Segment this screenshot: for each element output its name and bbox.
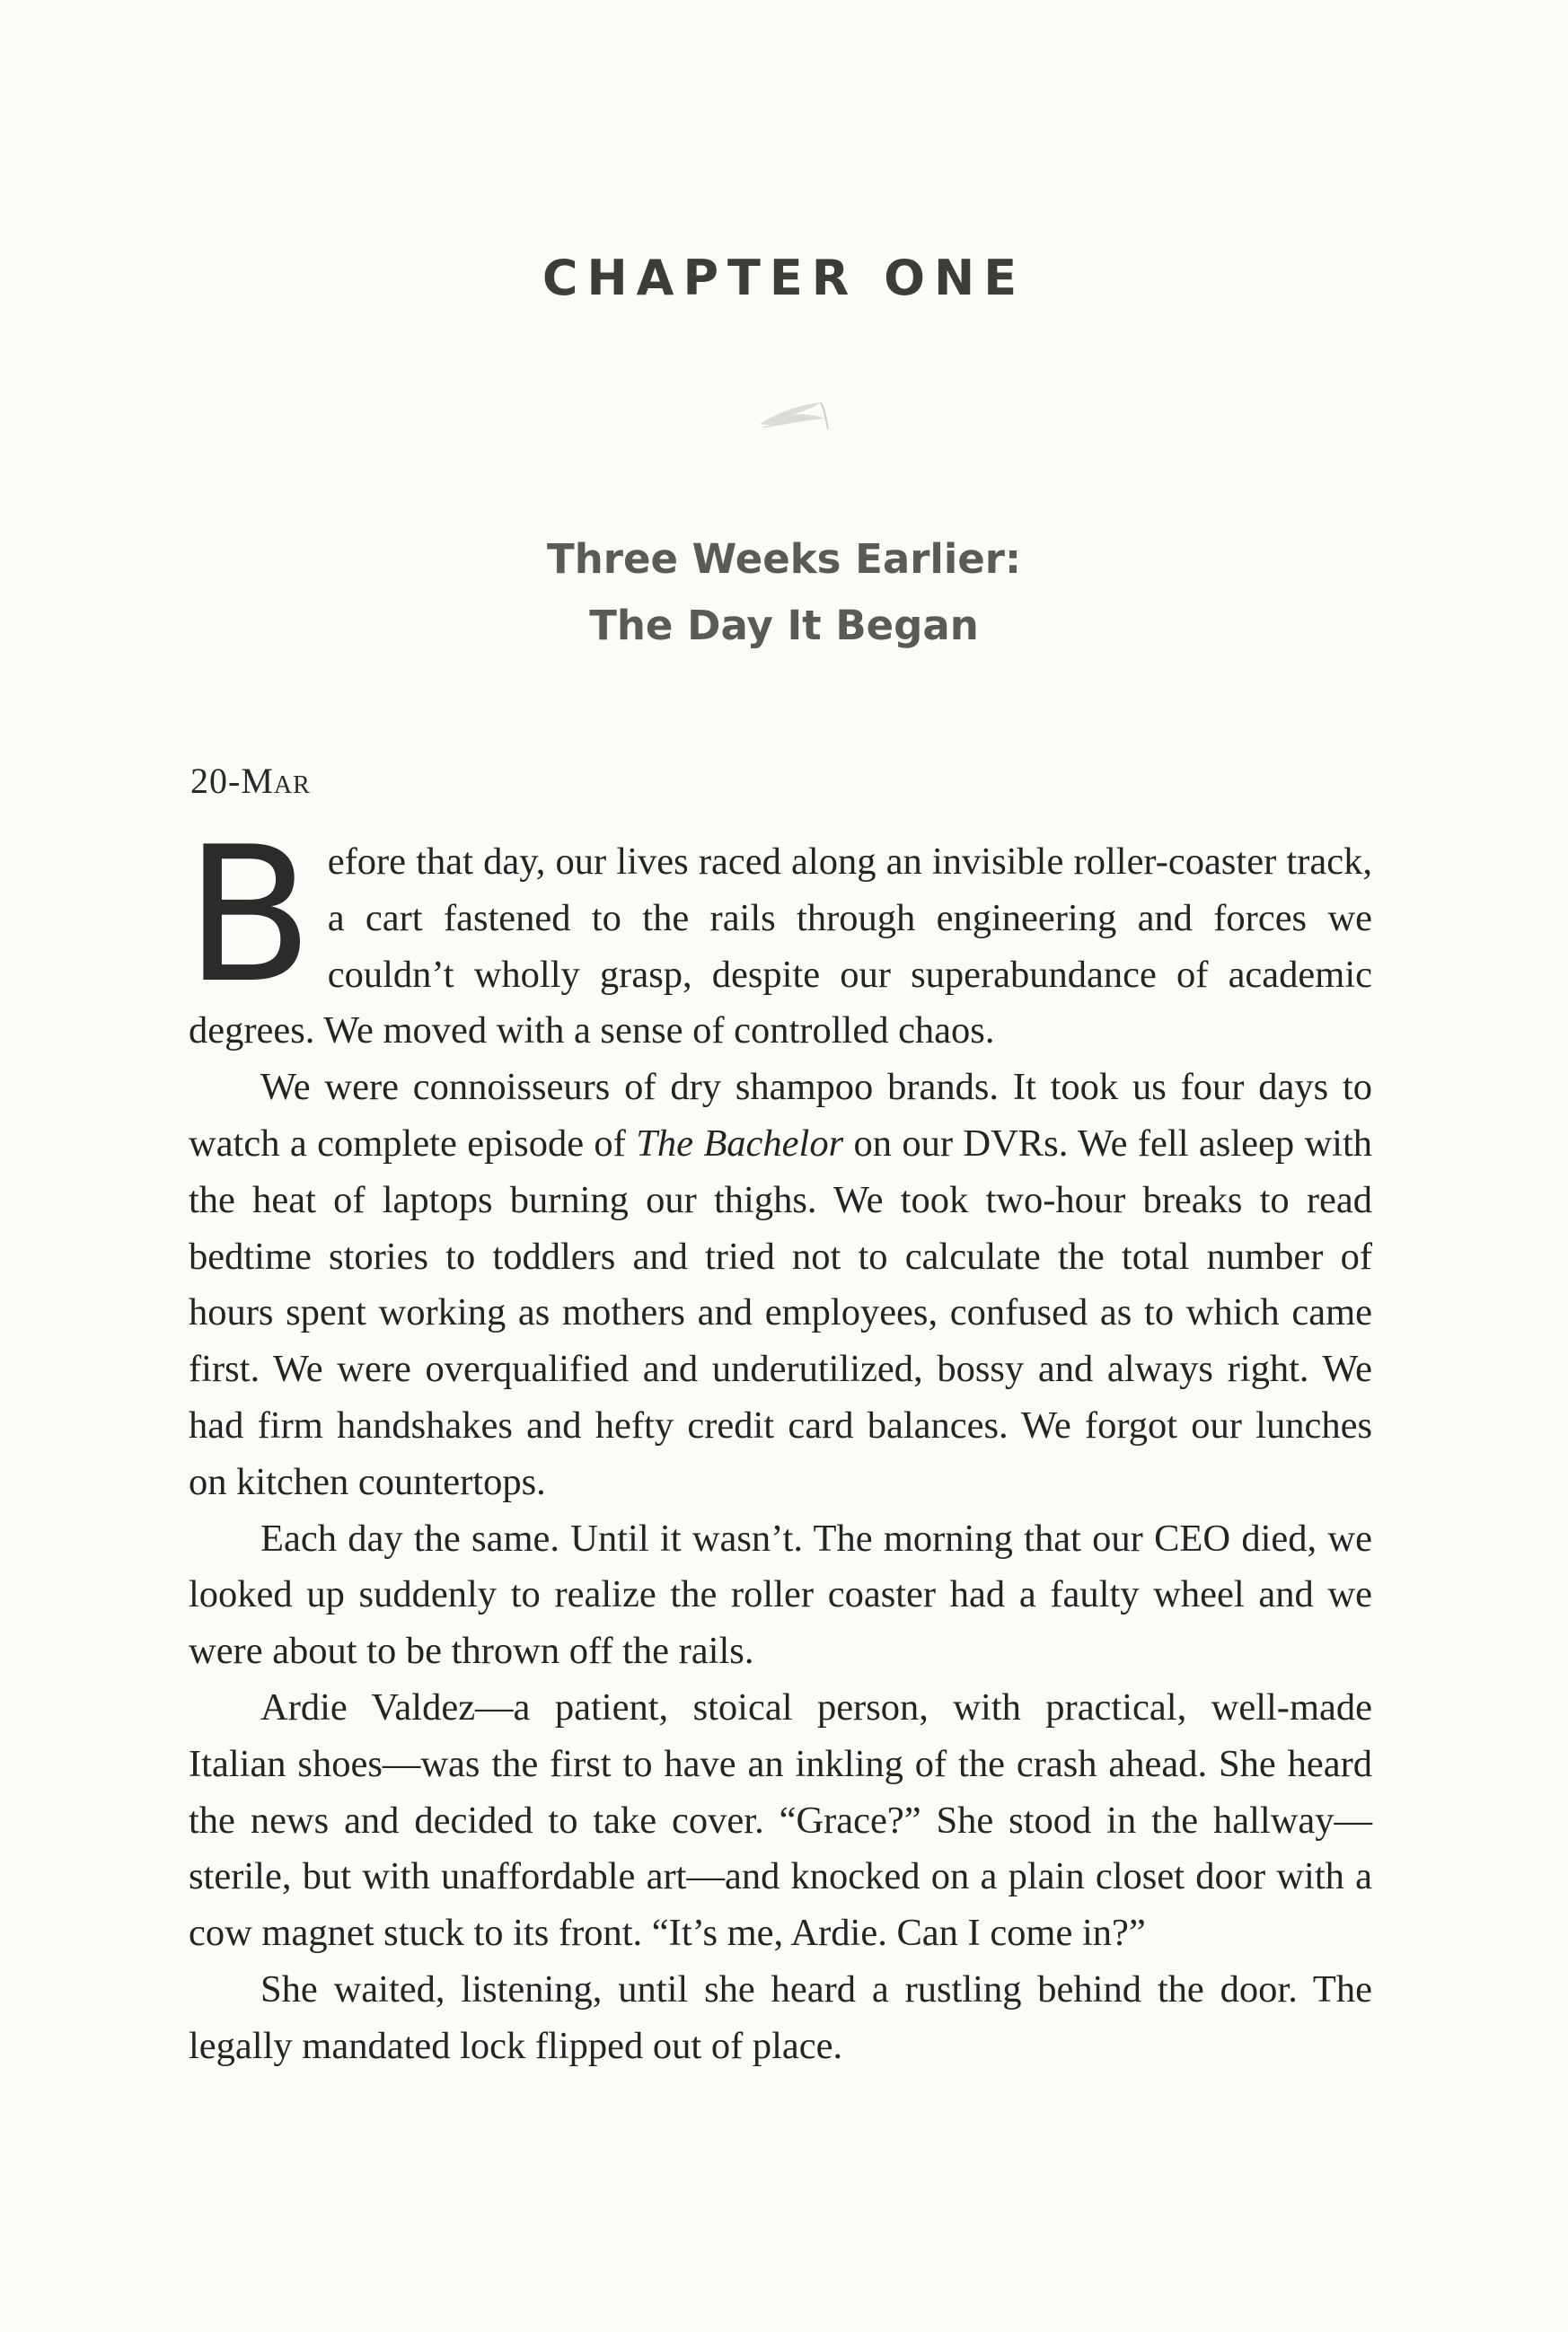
chapter-subtitle-line2: The Day It Began: [589, 602, 979, 649]
paragraph-1-text: efore that day, our lives raced along an invisible roller-coaster track, a cart fastened to the rails through engineering and forces we couldn’t wholly grasp, despite our superabundance of academic degrees. We moved with a sense of controlled chaos.: [189, 840, 1372, 1052]
paragraph-2: [189, 1060, 1372, 1510]
dateline-month: Mar: [241, 761, 311, 801]
paragraph-3: Each day the same. Until it wasn’t. The morning that our CEO died, we looked up suddenly to realize the roller coaster had a faulty wheel and we were about to be thrown off the rails.: [189, 1517, 1372, 1673]
paragraph-5: She waited, listening, until she heard a rustling behind the door. The legally mandated lock flipped out of place.: [189, 1967, 1372, 2067]
dateline: [190, 760, 311, 802]
paragraph-2-text-a: We were connoisseurs of dry shampoo brands. It took us four days to watch a complete episode of: [189, 1066, 1372, 1165]
paragraph-2-text-b: on our DVRs. We fell asleep with the heat of laptops burning our thighs. We took two-hour breaks to read bedtime stories to toddlers and tried not to calculate the total number of hours spent working as mothers and employees, confused as to which came first. We were overqualified and underutilized, bossy and always right. We had firm handshakes and hefty credit card balances. We forgot our lunches on kitchen countertops.: [189, 1122, 1372, 1503]
dateline-day: 20-: [190, 761, 242, 801]
drop-cap: B: [185, 807, 313, 1025]
paragraph-4: Ardie Valdez—a patient, stoical person, with practical, well-made Italian shoes—was the first to have an inkling of the crash ahead. She heard the news and decided to take cover. “Grace?” She stood in the hallway—sterile, but with unaffordable art—and knocked on a plain closet door with a cow magnet stuck to its front. “It’s me, Ardie. Can I come in?”: [189, 1685, 1372, 1955]
chapter-subtitle-line1: Three Weeks Earlier:: [547, 535, 1021, 583]
body-text: [185, 807, 1372, 2075]
feather-flourish-icon: [751, 386, 832, 440]
paragraph-1: [185, 807, 1372, 1060]
chapter-heading: CHAPTER ONE: [542, 250, 1026, 306]
show-title: The Bachelor: [636, 1122, 844, 1165]
